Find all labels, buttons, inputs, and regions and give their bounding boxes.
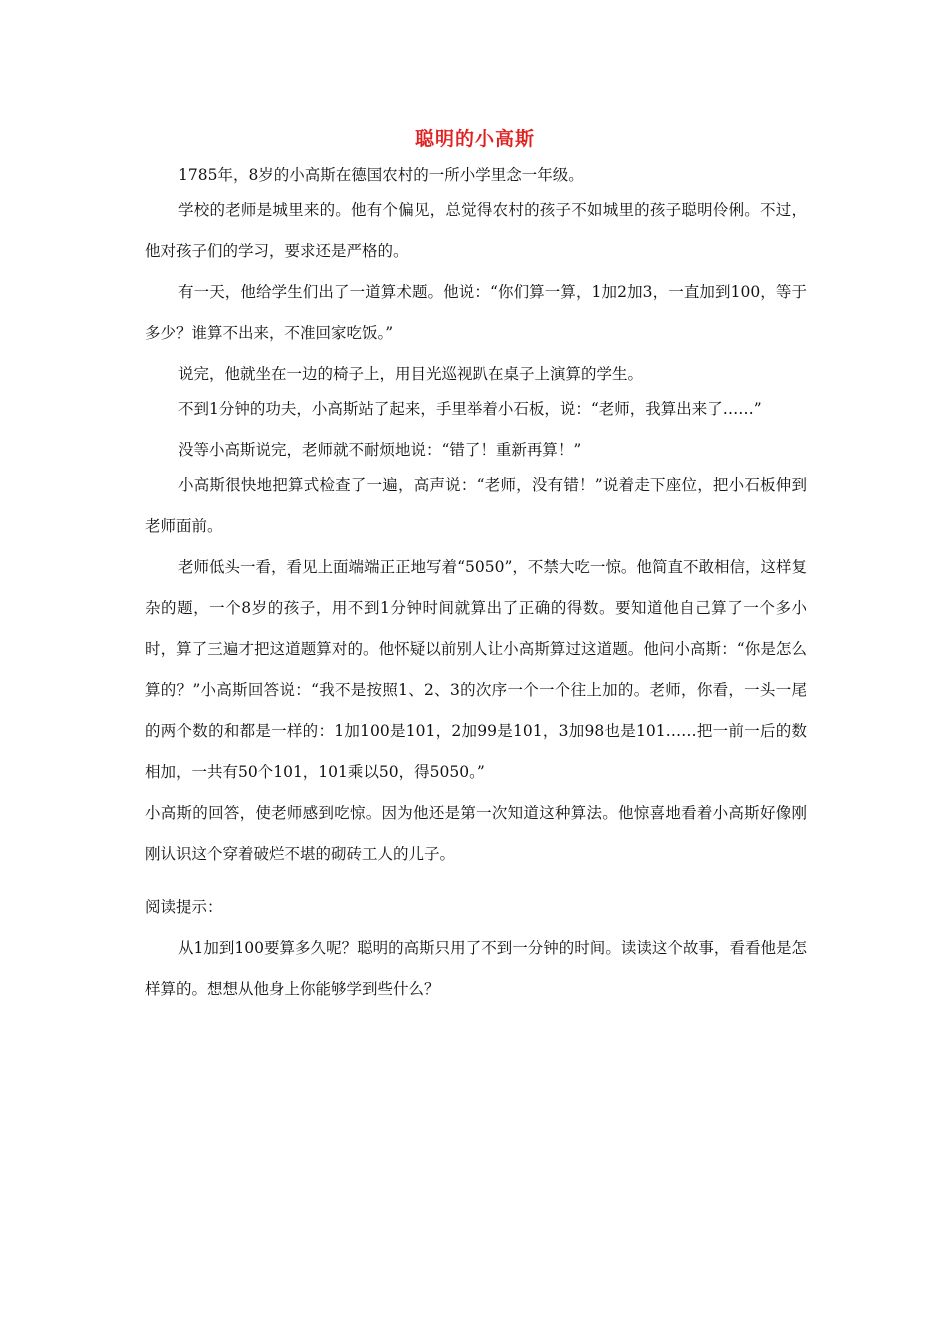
paragraph-9: 小高斯的回答，使老师感到吃惊。因为他还是第一次知道这种算法。他惊喜地看着小高斯好像刚刚认识这个穿着破烂不堪的砌砖工人的儿子。 [145, 804, 807, 863]
reading-tip-text: 从1加到100要算多久呢？聪明的高斯只用了不到一分钟的时间。读读这个故事，看看他是怎样算的。想想从他身上你能够学到些什么？ [145, 939, 807, 998]
paragraph-3: 有一天，他给学生们出了一道算术题。他说：“你们算一算，1加2加3，一直加到100，等于多少？谁算不出来，不准回家吃饭。” [145, 283, 807, 342]
document-body [145, 155, 807, 1010]
paragraph-7: 小高斯很快地把算式检查了一遍，高声说：“老师，没有错！”说着走下座位，把小石板伸到老师面前。 [145, 476, 807, 535]
paragraph-6: 没等小高斯说完，老师就不耐烦地说：“错了！重新再算！” [178, 441, 582, 459]
paragraph-1: 1785年，8岁的小高斯在德国农村的一所小学里念一年级。 [178, 166, 584, 184]
paragraph-4: 说完，他就坐在一边的椅子上，用目光巡视趴在桌子上演算的学生。 [178, 365, 644, 383]
section-spacer [145, 875, 807, 887]
paragraph-2: 学校的老师是城里来的。他有个偏见，总觉得农村的孩子不如城里的孩子聪明伶俐。不过，他对孩子们的学习，要求还是严格的。 [145, 201, 807, 260]
page-title: 聪明的小高斯 [414, 128, 535, 150]
paragraph-5: 不到1分钟的功夫，小高斯站了起来，手里举着小石板，说：“老师，我算出来了……” [178, 400, 762, 418]
paragraph-8: 老师低头一看，看见上面端端正正地写着“5050”，不禁大吃一惊。他简直不敢相信，这样复杂的题，一个8岁的孩子，用不到1分钟时间就算出了正确的得数。要知道他自己算了一个多小时，算了三遍才把这道题算对的。他怀疑以前别人让小高斯算过这道题。他问小高斯：“你是怎么算的？”小高斯回答说：“我不是按照1、2、3的次序一个一个往上加的。老师，你看，一头一尾的两个数的和都是一样的：1加100是101，2加99是101，3加98也是101……把一前一后的数相加，一共有50个101，101乘以50，得5050。” [145, 558, 807, 781]
reading-tip-heading: 阅读提示： [145, 898, 223, 916]
